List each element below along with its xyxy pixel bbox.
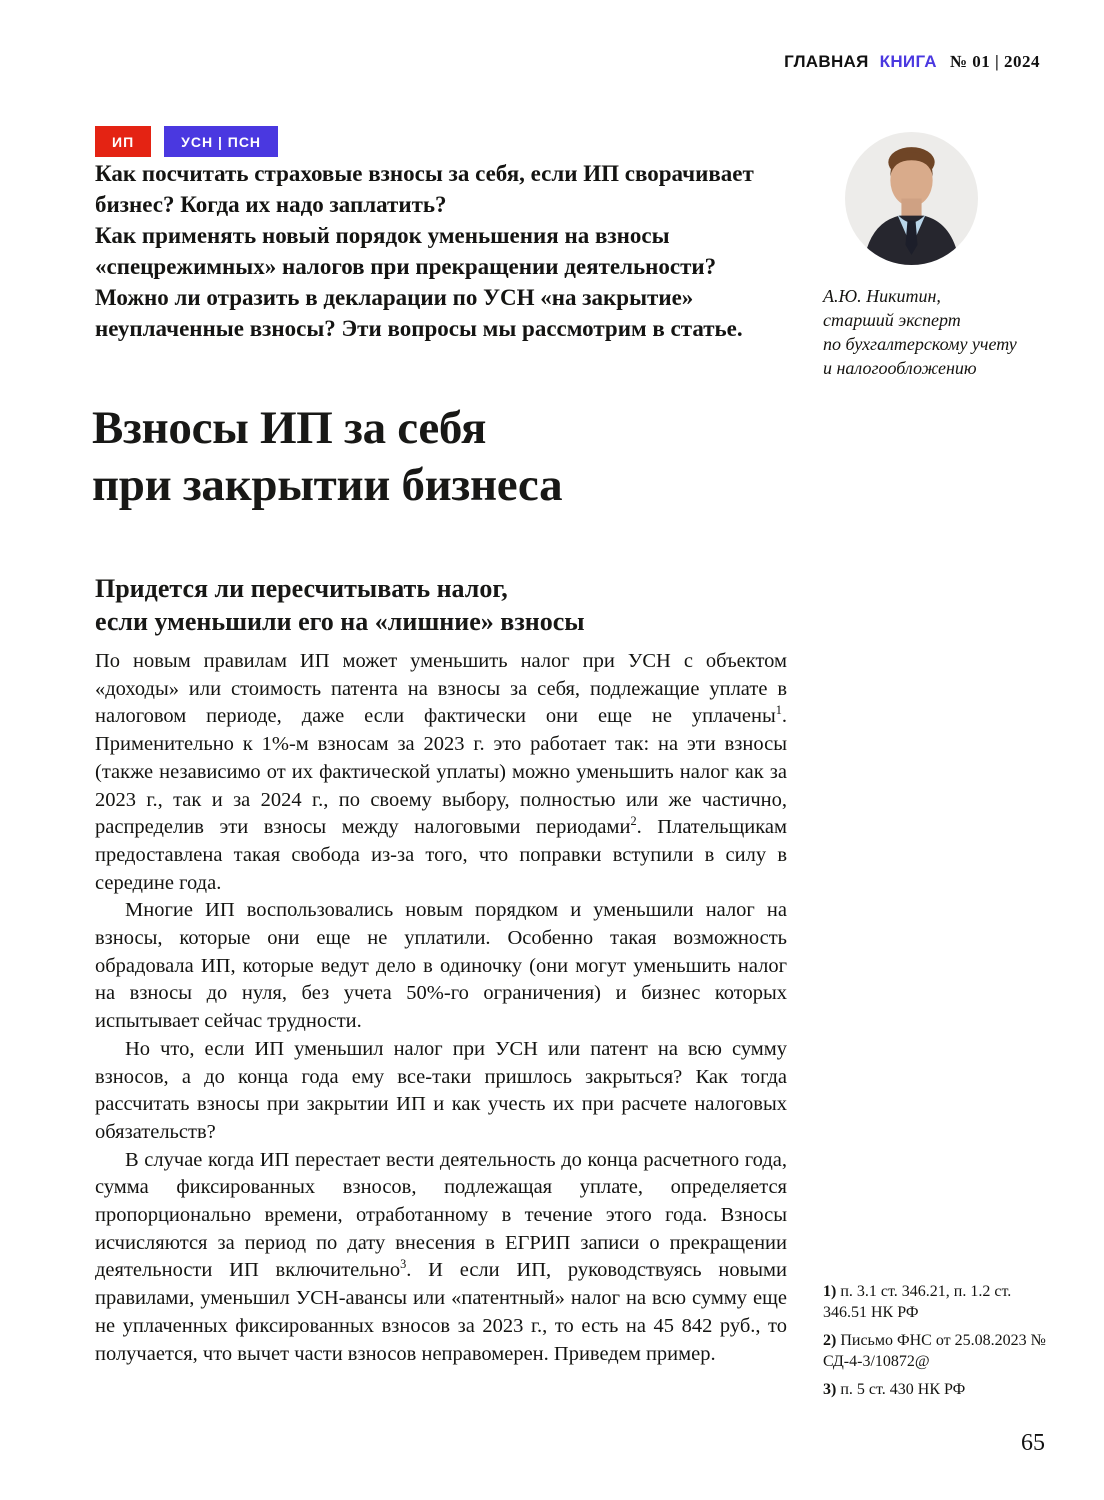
badge-ip: ИП bbox=[95, 126, 151, 157]
footnote-reference: 1 bbox=[775, 703, 782, 718]
footnote-item: 1) п. 3.1 ст. 346.21, п. 1.2 ст. 346.51 НК РФ bbox=[823, 1283, 1012, 1321]
author-name: А.Ю. Никитин, bbox=[823, 286, 941, 306]
footnote-item: 3) п. 5 ст. 430 НК РФ bbox=[823, 1381, 966, 1398]
lede-paragraph-2: Как применять новый порядок уменьшения на взносы «спецрежимных» налогов при прекращении деятельности? Можно ли отразить в декларации по УСН «на закрытие» неуплаченные взносы? Эти вопросы мы рассмотрим в статье. bbox=[95, 223, 743, 341]
footnote-marker: 3) bbox=[823, 1381, 841, 1398]
page-number: 65 bbox=[1021, 1430, 1045, 1456]
footnote-reference: 2 bbox=[630, 814, 637, 829]
section-heading-line-1: Придется ли пересчитывать налог, bbox=[95, 574, 508, 603]
page-header bbox=[784, 52, 1040, 72]
tag-badges bbox=[95, 126, 278, 157]
article-lede bbox=[95, 158, 780, 344]
magazine-name-black: ГЛАВНАЯ bbox=[784, 52, 869, 71]
body-paragraph: В случае когда ИП перестает вести деятельность до конца расчетного года, сумма фиксированных взносов, подлежащая уплате, определяется пропорционально времени, отработанному в течение этого года. Взносы исчисляются за период по дату внесения в ЕГРИП записи о прекращении деятельности ИП включительно$^3$. И если ИП, руководствуясь новыми правилами, уменьшил УСН-авансы или «патентный» налог на всю сумму еще не уплаченных фиксированных взносов за 2023 г., то есть на 45 842 руб., то получается, что вычет части взносов неправомерен. Приведем пример. bbox=[95, 1148, 787, 1365]
body-paragraph: Но что, если ИП уменьшил налог при УСН или патент на всю сумму взносов, а до конца года ему все-таки пришлось закрыться? Как тогда рассчитать взносы при закрытии ИП и как учесть их при расчете налоговых обязательств? bbox=[95, 1037, 787, 1143]
section-heading-line-2: если уменьшили его на «лишние» взносы bbox=[95, 607, 585, 636]
body-paragraph: Многие ИП воспользовались новым порядком и уменьшили налог на взносы, которые они еще не уплатили. Особенно такая возможность обрадовала ИП, которые ведут дело в одиночку (они могут уменьшить налог на взносы до нуля, без учета 50%-го ограничения) и бизнес которых испытывает сейчас трудности. bbox=[95, 899, 787, 1033]
footnote-marker: 2) bbox=[823, 1332, 841, 1349]
author-photo bbox=[845, 132, 978, 265]
badge-usn-psn: УСН | ПСН bbox=[164, 126, 278, 157]
article-body bbox=[95, 648, 787, 1368]
magazine-name-blue: КНИГА bbox=[879, 52, 937, 71]
author-role-line-1: старший эксперт bbox=[823, 310, 961, 330]
title-line-1: Взносы ИП за себя bbox=[92, 402, 487, 454]
author-caption bbox=[823, 284, 1053, 380]
footnotes-list bbox=[823, 1282, 1048, 1409]
lede-paragraph-1: Как посчитать страховые взносы за себя, если ИП сворачивает бизнес? Когда их надо заплатить? bbox=[95, 161, 754, 217]
footnote-marker: 1) bbox=[823, 1283, 841, 1300]
footnote-reference: 3 bbox=[400, 1257, 407, 1272]
issue-number: № 01 | 2024 bbox=[949, 52, 1040, 71]
footnote-item: 2) Письмо ФНС от 25.08.2023 № СД-4-3/10872@ bbox=[823, 1332, 1046, 1370]
author-role-line-3: и налогообложению bbox=[823, 358, 977, 378]
section-heading bbox=[95, 572, 585, 638]
portrait-illustration bbox=[845, 132, 978, 265]
article-title bbox=[92, 400, 562, 514]
author-role-line-2: по бухгалтерскому учету bbox=[823, 334, 1017, 354]
title-line-2: при закрытии бизнеса bbox=[92, 459, 563, 511]
body-paragraph: По новым правилам ИП может уменьшить налог при УСН с объектом «доходы» или стоимость патента на взносы за себя, подлежащие уплате в налоговом периоде, даже если фактически они еще не уплачены$^1$. Применительно к 1%-м взносам за 2023 г. это работает так: на эти взносы (также независимо от их фактической уплаты) можно уменьшить налог как за 2023 г., так и за 2024 г., по своему выбору, полностью или же частично, распределив эти взносы между налоговыми периодами$^2$. Плательщикам предоставлена такая свобода из-за того, что поправки вступили в силу в середине года. bbox=[95, 650, 787, 894]
